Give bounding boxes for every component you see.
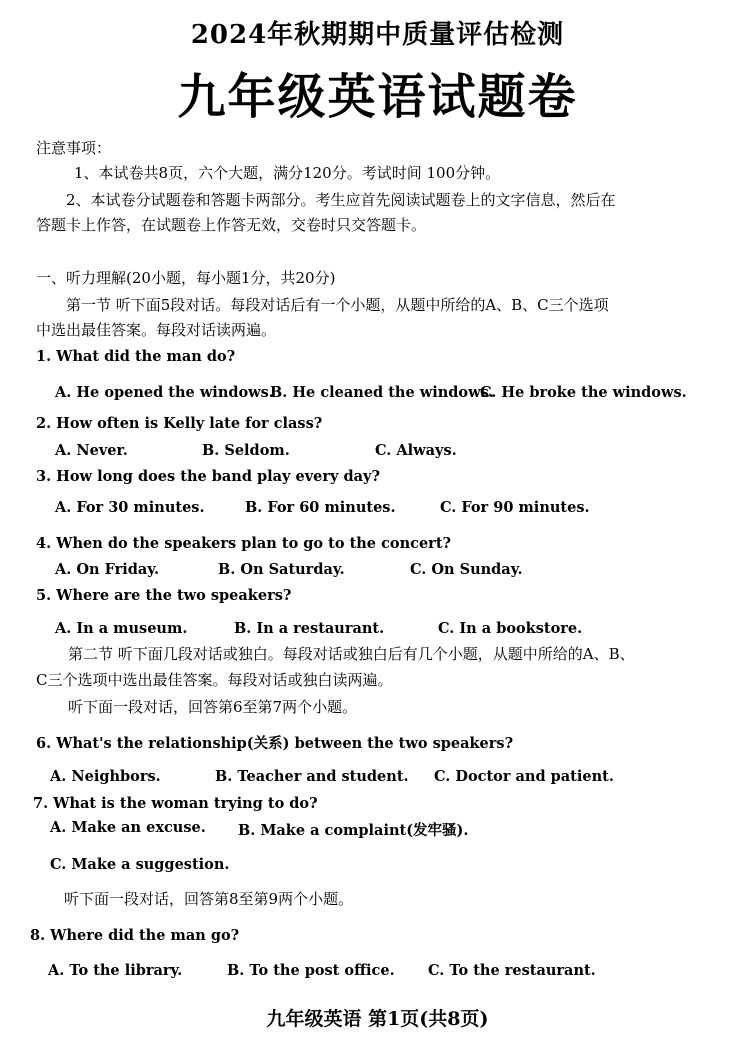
option-a: A. Neighbors. [50,768,161,785]
option-c: C. Doctor and patient. [434,768,614,785]
option-a: A. He opened the windows. [55,384,274,401]
question-stem: 4. When do the speakers plan to go to the concert? [36,535,452,552]
option-a: A. To the library. [48,962,183,979]
question-stem: 2. How often is Kelly late for class? [36,415,323,432]
option-b: B. For 60 minutes. [245,499,396,516]
option-c: C. To the restaurant. [428,962,596,979]
exam-title: 九年级英语试题卷 [177,69,578,125]
question-stem: 6. What's the relationship(关系) between the two speakers? [36,735,514,752]
option-c: C. In a bookstore. [438,620,583,637]
question-stem: 1. What did the man do? [36,348,236,365]
option-b: B. Make a complaint(发牢骚). [238,822,469,839]
page-footer: 九年级英语 第1页(共8页) [266,1008,489,1030]
notice-item-1: 1、本试卷共8页，六个大题，满分120分。考试时间 100分钟。 [74,164,501,182]
option-b: B. Seldom. [202,442,290,459]
option-a: A. Make an excuse. [50,819,206,836]
option-b: B. To the post office. [227,962,395,979]
option-b: B. Teacher and student. [215,768,409,785]
part2-instruction-line-1: 第二节 听下面几段对话或独白。每段对话或独白后有几个小题，从题中所给的A、B、 [68,645,635,663]
exam-subtitle: 2024年秋期期中质量评估检测 [190,20,565,50]
question-stem: 7. What is the woman trying to do? [33,795,318,812]
option-b: B. He cleaned the windows. [270,384,494,401]
option-c: C. Make a suggestion. [50,856,230,873]
question-stem: 5. Where are the two speakers? [36,587,292,604]
option-c: C. On Sunday. [410,561,523,578]
option-c: C. Always. [375,442,457,459]
dialogue-intro-8-9: 听下面一段对话，回答第8至第9两个小题。 [64,890,354,908]
part1-instruction-line-2: 中选出最佳答案。每段对话读两遍。 [36,321,277,339]
question-stem: 3. How long does the band play every day? [36,468,380,485]
section-heading-listening: 一、听力理解(20小题，每小题1分，共20分) [36,269,336,287]
notice-item-2-line-2: 答题卡上作答，在试题卷上作答无效，交卷时只交答题卡。 [36,216,427,234]
notice-item-2-line-1: 2、本试卷分试题卷和答题卡两部分。考生应首先阅读试题卷上的文字信息，然后在 [66,191,616,209]
part2-instruction-line-2: C三个选项中选出最佳答案。每段对话或独白读两遍。 [36,671,393,689]
dialogue-intro-6-7: 听下面一段对话，回答第6至第7两个小题。 [68,698,358,716]
option-c: C. He broke the windows. [480,384,687,401]
part1-instruction-line-1: 第一节 听下面5段对话。每段对话后有一个小题，从题中所给的A、B、C三个选项 [66,296,609,314]
option-a: A. For 30 minutes. [55,499,205,516]
notice-heading: 注意事项： [36,139,112,157]
option-b: B. On Saturday. [218,561,345,578]
option-a: A. Never. [55,442,128,459]
option-b: B. In a restaurant. [234,620,385,637]
option-c: C. For 90 minutes. [440,499,590,516]
question-stem: 8. Where did the man go? [30,927,240,944]
option-a: A. In a museum. [55,620,188,637]
option-a: A. On Friday. [55,561,160,578]
